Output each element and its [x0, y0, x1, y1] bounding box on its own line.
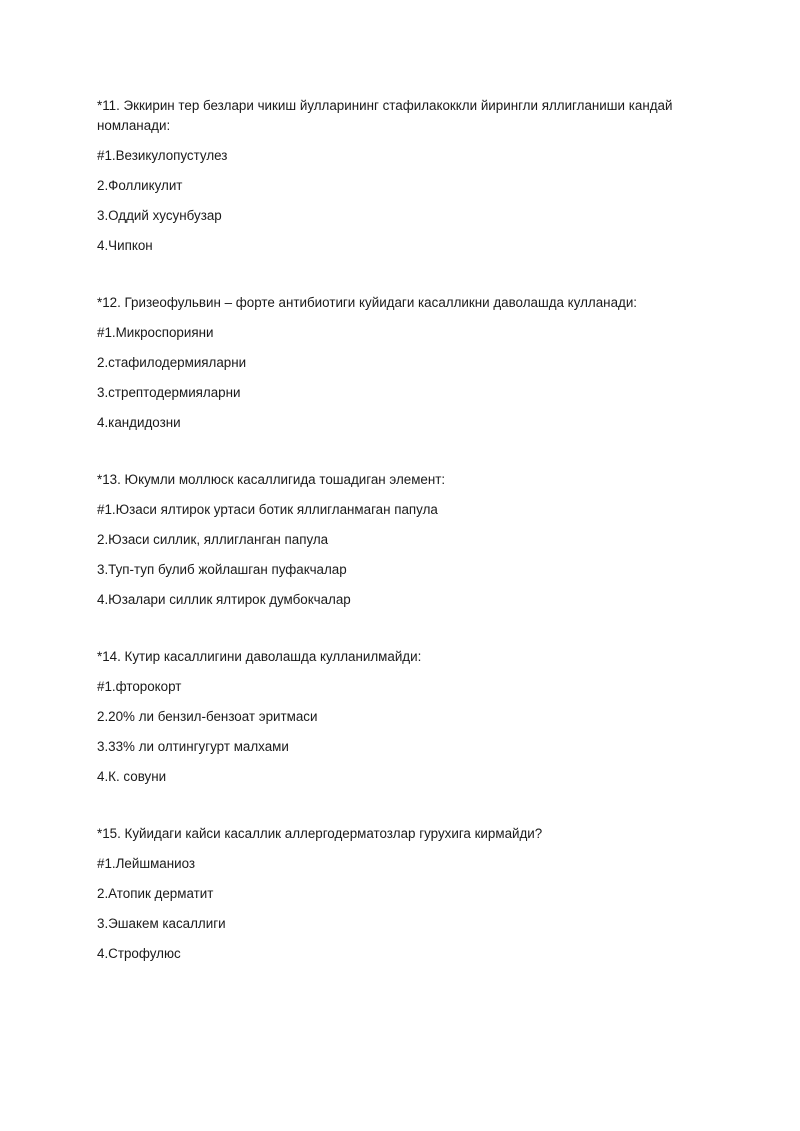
- question-13: [97, 470, 697, 610]
- question-12: [97, 293, 697, 433]
- answer-option: 4.Строфулюс: [97, 946, 181, 961]
- answer-option: 4.Юзалари силлик ялтирок думбокчалар: [97, 592, 351, 607]
- answer-option: 4.Чипкон: [97, 238, 153, 253]
- answer-option: 3.Туп-туп булиб жойлашган пуфакчалар: [97, 562, 347, 577]
- question-text: *13. Юкумли моллюск касаллигида тошадиган элемент:: [97, 472, 446, 487]
- answer-option: 2.20% ли бензил-бензоат эритмаси: [97, 709, 318, 724]
- answer-option: #1.Микроспорияни: [97, 325, 214, 340]
- answer-option: 3.Эшакем касаллиги: [97, 916, 226, 931]
- question-text: *11. Эккирин тер безлари чикиш йулларининг стафилакоккли йирингли яллигланиши кандай номланади:: [97, 98, 673, 133]
- question-text: *15. Куйидаги кайси касаллик аллергодерматозлар гурухига кирмайди?: [97, 826, 543, 841]
- answer-option: #1.Везикулопустулез: [97, 148, 228, 163]
- question-14: [97, 647, 697, 787]
- question-text: *14. Кутир касаллигини даволашда кулланилмайди:: [97, 649, 422, 664]
- question-15: [97, 824, 697, 964]
- answer-option: 3.Оддий хусунбузар: [97, 208, 222, 223]
- answer-option: #1.Юзаси ялтирок уртаси ботик яллигланмаган папула: [97, 502, 438, 517]
- question-text: *12. Гризеофульвин – форте антибиотиги куйидаги касалликни даволашда кулланади:: [97, 295, 638, 310]
- answer-option: 3.33% ли олтингугурт малхами: [97, 739, 289, 754]
- answer-option: 3.стрептодермияларни: [97, 385, 241, 400]
- answer-option: 2.Атопик дерматит: [97, 886, 214, 901]
- answer-option: 2.Юзаси силлик, яллигланган папула: [97, 532, 329, 547]
- answer-option: #1.Лейшманиоз: [97, 856, 196, 871]
- answer-option: 2.Фолликулит: [97, 178, 183, 193]
- answer-option: #1.фторокорт: [97, 679, 182, 694]
- answer-option: 4.К. совуни: [97, 769, 167, 784]
- answer-option: 2.стафилодермияларни: [97, 355, 247, 370]
- question-list: [97, 96, 697, 1001]
- question-11: [97, 96, 697, 256]
- answer-option: 4.кандидозни: [97, 415, 181, 430]
